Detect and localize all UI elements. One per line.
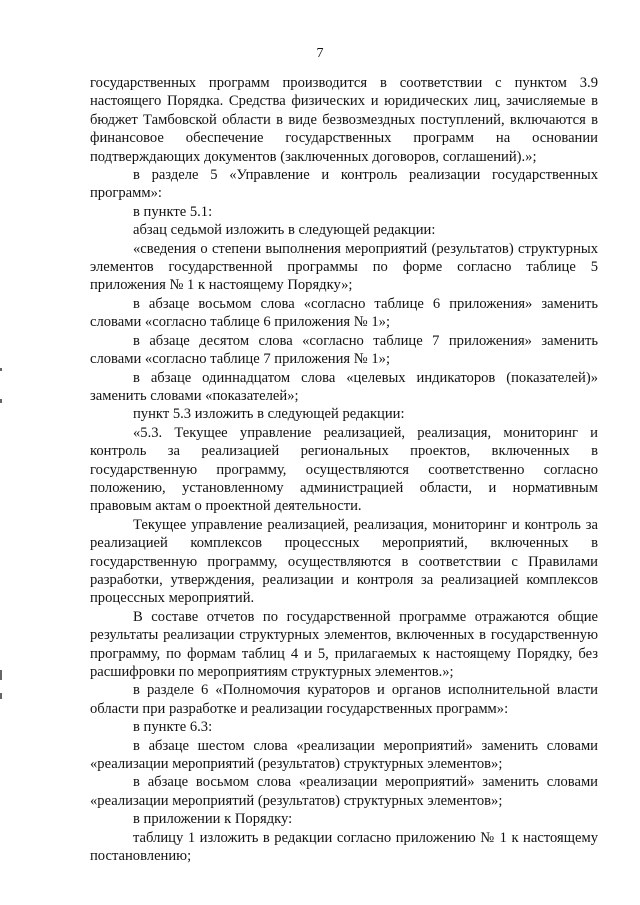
paragraph: в пункте 5.1:: [133, 203, 213, 220]
paragraph: в разделе 5 «Управление и контроль реализации государственных программ»:: [90, 167, 598, 202]
paragraph: в разделе 6 «Полномочия кураторов и органов исполнительной власти области при разработке и реализации государственных программ»:: [90, 682, 598, 717]
paragraph: таблицу 1 изложить в редакции согласно приложению № 1 к настоящему постановлению;: [90, 829, 598, 865]
paragraph: Текущее управление реализацией, реализация, мониторинг и контроль за реализацией комплексов процессных мероприятий, включенных в государственную программу, осуществляются в соответствии с Правилами разработки, утверждения, реализации и контроля за реализацией комплексов процессных мероприятий.: [90, 516, 598, 607]
paragraph: в абзаце восьмом слова «реализации мероприятий» заменить словами «реализации мероприятий (результатов) структурных элементов»;: [90, 774, 598, 809]
paragraph: в приложении к Порядку:: [133, 811, 293, 828]
page-number: 7: [316, 46, 324, 61]
paragraph: в пункте 6.3:: [133, 719, 213, 736]
margin-scan-mark: [0, 670, 2, 680]
paragraph: «сведения о степени выполнения мероприятий (результатов) структурных элементов государственной программы по форме согласно таблице 5 приложения № 1 к настоящему Порядку»;: [90, 240, 598, 294]
paragraph: В составе отчетов по государственной программе отражаются общие результаты реализации структурных элементов, включенных в государственную программу, по формам таблиц 4 и 5, прилагаемых к настоящему Порядку, без расшифровки по мероприятиям структурных элементов.»;: [90, 608, 598, 680]
paragraph: в абзаце одиннадцатом слова «целевых индикаторов (показателей)» заменить словами «показателей»;: [90, 369, 598, 404]
paragraph: «5.3. Текущее управление реализацией, реализация, мониторинг и контроль за реализацией региональных проектов, включенных в государственную программу, осуществляются соответственно согласно положению, установленному администрацией области, и нормативным правовым актам о проектной деятельности.: [90, 424, 598, 515]
margin-scan-mark: [0, 693, 2, 699]
paragraph: абзац седьмой изложить в следующей редакции:: [133, 222, 436, 239]
document-body: [90, 74, 598, 865]
margin-scan-mark: [0, 399, 2, 403]
paragraph: в абзаце шестом слова «реализации мероприятий» заменить словами «реализации мероприятий (результатов) структурных элементов»;: [90, 737, 598, 773]
paragraph: в абзаце восьмом слова «согласно таблице 6 приложения» заменить словами «согласно таблице 6 приложения № 1»;: [90, 295, 598, 331]
paragraph: в абзаце десятом слова «согласно таблице 7 приложения» заменить словами «согласно таблице 7 приложения № 1»;: [90, 332, 598, 368]
paragraph: государственных программ производится в соответствии с пунктом 3.9 настоящего Порядка. Средства физических и юридических лиц, зачисляемые в бюджет Тамбовской области в виде безвозмездных поступлений, включаются в финансовое обеспечение государственных программ на основании подтверждающих документов (заключенных договоров, соглашений).»;: [90, 75, 598, 165]
margin-scan-mark: [0, 368, 2, 371]
paragraph: пункт 5.3 изложить в следующей редакции:: [133, 406, 405, 423]
